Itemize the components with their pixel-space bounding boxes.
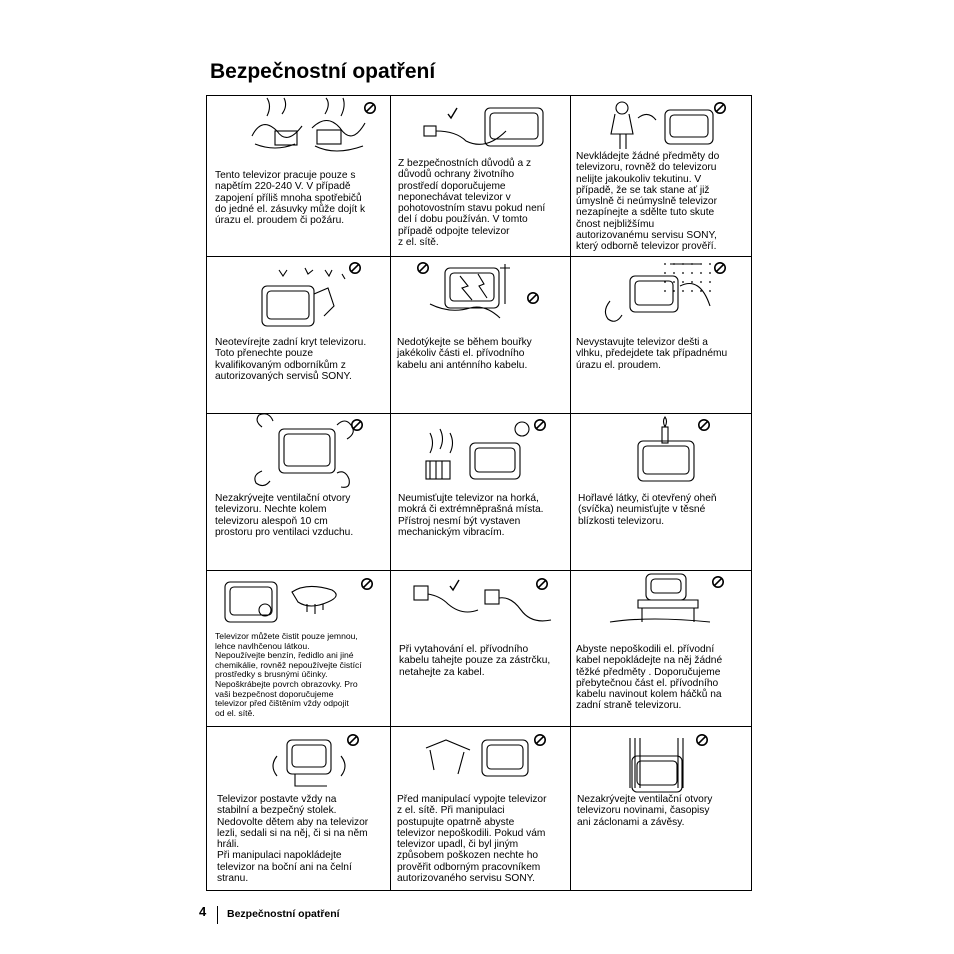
safety-cell xyxy=(207,726,390,892)
page-number: 4 xyxy=(199,904,207,919)
safety-cell xyxy=(390,413,570,570)
safety-illustration xyxy=(207,413,390,488)
safety-illustration xyxy=(207,256,390,331)
safety-illustration xyxy=(390,726,570,801)
safety-cell xyxy=(570,570,753,726)
safety-cell xyxy=(570,726,753,892)
safety-illustration xyxy=(207,726,390,801)
safety-illustration xyxy=(570,413,753,488)
safety-instruction-text: Z bezpečnostních důvodů a z důvodů ochrany životního prostředí doporučujeme neponechávat televizor v pohotovostním stavu pokud není del í dobu používán. V tomto případě odpojte televizor z el. sítě. xyxy=(398,158,546,249)
safety-illustration xyxy=(390,570,570,645)
safety-instruction-text: Nevystavujte televizor dešti a vlhku, předejdete tak případnému úrazu el. proudem. xyxy=(576,337,728,371)
safety-cell xyxy=(570,413,753,570)
safety-instruction-text: Tento televizor pracuje pouze s napětím 220-240 V. V případě zapojení příliš mnoha spotřebičů do jedné el. zásuvky může dojít k úrazu el. proudem či požáru. xyxy=(215,170,366,227)
safety-grid xyxy=(206,95,752,891)
safety-cell xyxy=(207,256,390,413)
safety-instruction-text: Televizor postavte vždy na stabilní a bezpečný stolek. Nedovolte dětem aby na televizor lezli, sedali si na něj, či si na něm hráli. Při manipulaci napokládejte televizor na boční ani na čelní stranu. xyxy=(217,794,369,885)
safety-illustration xyxy=(390,256,570,331)
safety-cell xyxy=(390,726,570,892)
safety-instruction-text: Neumisťujte televizor na horká, mokrá či extrémněprašná místa. Přístroj nesmí být vystaven mechanickým vibracím. xyxy=(398,493,544,538)
safety-illustration xyxy=(390,413,570,488)
safety-cell xyxy=(207,413,390,570)
safety-cell xyxy=(207,96,390,256)
safety-illustration xyxy=(570,726,753,801)
footer-divider xyxy=(217,906,218,924)
safety-cell xyxy=(390,570,570,726)
safety-cell xyxy=(570,256,753,413)
safety-instruction-text: Televizor můžete čistit pouze jemnou, lehce navlhčenou látkou. Nepoužívejte benzín, ředidlo ani jiné chemikálie, rovněž nepoužívejte čistící prostředky s brusnými účinky. Nepoškrábejte povrch obrazovky. Pro vaši bezpečnost doporučujeme televizor před čištěním vždy odpojit od el. sítě. xyxy=(215,631,362,718)
safety-illustration xyxy=(570,570,753,645)
safety-instruction-text: Nedotýkejte se během bouřky jakékoliv části el. přívodního kabelu ani anténního kabelu. xyxy=(397,337,532,371)
safety-instruction-text: Před manipulací vypojte televizor z el. sítě. Při manipulaci postupujte opatrně abyste televizor nepoškodili. Pokud vám televizor upadl, či byl jiným způsobem poškozen nechte ho prověřit odborným pracovníkem autorizovaného servisu SONY. xyxy=(397,794,547,885)
safety-cell xyxy=(570,96,753,256)
safety-instruction-text: Hořlavé látky, či otevřený oheň (svíčka) neumisťujte v těsné blízkosti televizoru. xyxy=(578,493,717,527)
safety-instruction-text: Nevkládejte žádné předměty do televizoru, rovněž do televizoru nelijte jakoukoliv tekutinu. V případě, že se tak stane ať již úmyslně či neúmyslně televizor nezapínejte a sdělte tuto skute čnost nejbližšímu autorizovanému servisu SONY, který odborně televizor prověří. xyxy=(576,151,720,253)
safety-instruction-text: Nezakrývejte ventilační otvory televizoru novinami, časopisy ani záclonami a závěsy. xyxy=(577,794,713,828)
safety-illustration xyxy=(207,96,390,171)
safety-instruction-text: Při vytahování el. přívodního kabelu tahejte pouze za zástrčku, netahejte za kabel. xyxy=(399,644,551,678)
safety-illustration xyxy=(570,256,753,331)
footer-section-label: Bezpečnostní opatření xyxy=(227,908,340,920)
page-title: Bezpečnostní opatření xyxy=(210,60,436,83)
safety-instruction-text: Abyste nepoškodili el. přívodní kabel nepokládejte na něj žádné těžké předměty . Doporučujeme přebytečnou část el. přívodního kabelu navinout kolem háčků na zadní straně televizoru. xyxy=(576,644,723,712)
safety-cell xyxy=(207,570,390,726)
safety-instruction-text: Neotevírejte zadní kryt televizoru. Toto přenechte pouze kvalifikovaným odborníkům z autorizovaných servisů SONY. xyxy=(215,337,367,382)
safety-instruction-text: Nezakrývejte ventilační otvory televizoru. Nechte kolem televizoru alespoň 10 cm prostoru pro ventilaci vzduchu. xyxy=(215,493,354,538)
safety-cell xyxy=(390,96,570,256)
safety-cell xyxy=(390,256,570,413)
